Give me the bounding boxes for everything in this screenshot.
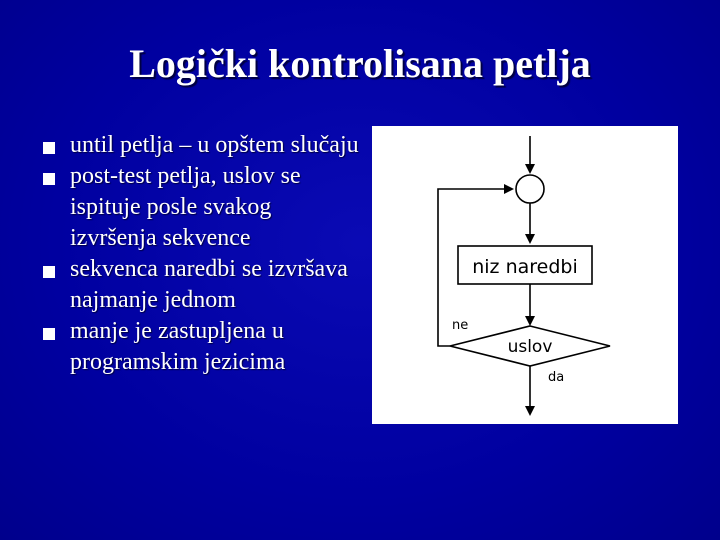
- square-bullet-icon: [43, 173, 55, 185]
- flowchart-diagram: [372, 126, 678, 424]
- bullet-text: until petlja – u opštem slučaju: [70, 132, 359, 158]
- yes-label: da: [548, 370, 565, 385]
- bullet-item: [40, 254, 360, 316]
- bullet-text: post-test petlja, uslov se ispituje posle svakog izvršenja sekvence: [70, 163, 301, 251]
- decision-label: uslov: [507, 337, 553, 357]
- slide-title: Logički kontrolisana petlja: [129, 41, 591, 86]
- square-bullet-icon: [43, 328, 55, 340]
- box-label: niz naredbi: [472, 256, 578, 278]
- junction-circle: [516, 175, 544, 203]
- bullet-item: [40, 130, 360, 161]
- bullet-list: [40, 130, 360, 378]
- bullet-text: manje je zastupljena u programskim jezicima: [70, 318, 286, 375]
- bullet-item: [40, 316, 360, 378]
- bullet-item: [40, 161, 360, 254]
- no-label: ne: [452, 318, 469, 333]
- square-bullet-icon: [43, 142, 55, 154]
- bullet-text: sekvenca naredbi se izvršava najmanje jednom: [70, 256, 348, 313]
- square-bullet-icon: [43, 266, 55, 278]
